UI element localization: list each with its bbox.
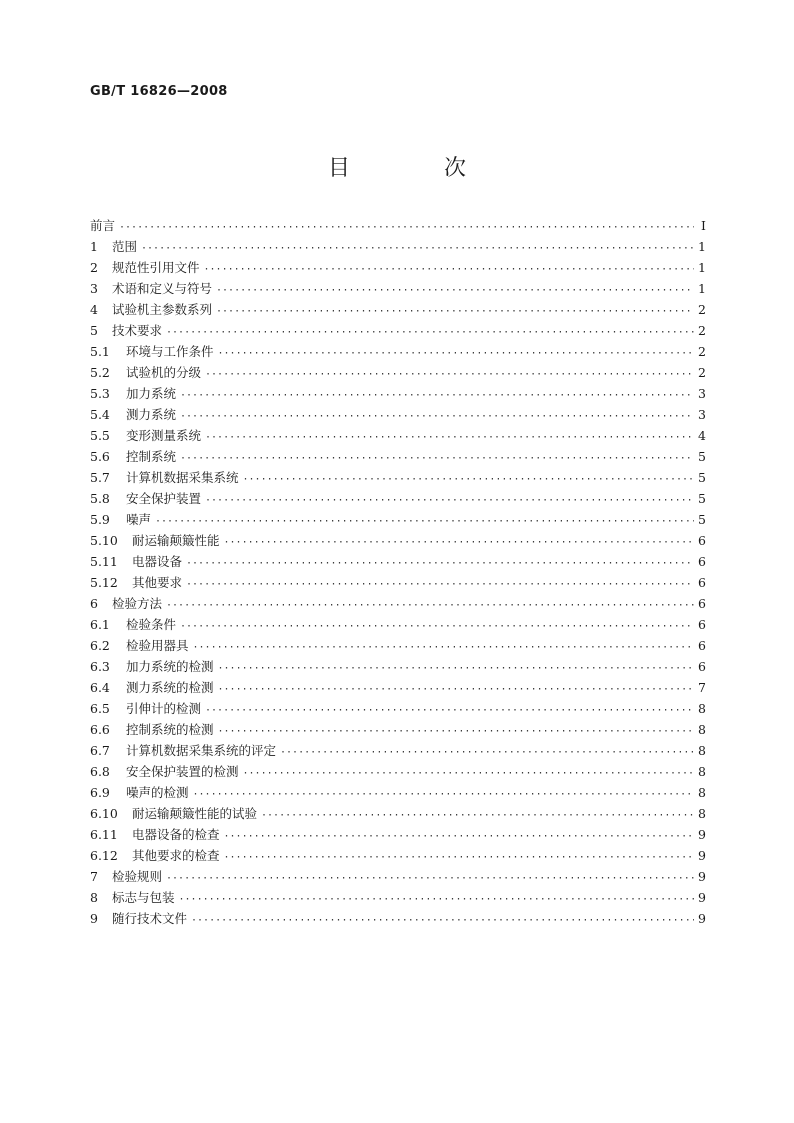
toc-entry-number: 6.11 (90, 827, 118, 842)
toc-entry-label: 电器设备 (132, 554, 183, 569)
toc-entry-page: 6 (698, 617, 706, 632)
toc-entry-page: 2 (698, 323, 706, 338)
toc-leader-dots (224, 537, 694, 548)
toc-leader-dots (119, 222, 694, 233)
toc-entry-label: 电器设备的检查 (132, 827, 220, 842)
toc-leader-dots (205, 705, 694, 716)
toc-entry-page: 6 (698, 554, 706, 569)
toc-entry[interactable] (90, 636, 706, 657)
toc-entry[interactable] (90, 552, 706, 573)
toc-entry-label: 检验用器具 (126, 638, 189, 653)
toc-leader-dots (218, 663, 694, 674)
toc-entry[interactable] (90, 321, 706, 342)
toc-leader-dots (166, 600, 694, 611)
toc-entry[interactable] (90, 909, 706, 930)
toc-leader-dots (261, 810, 694, 821)
toc-leader-dots (243, 768, 694, 779)
toc-entry-page: 9 (698, 869, 706, 884)
toc-entry-label: 检验规则 (112, 869, 163, 884)
toc-entry-number: 6.10 (90, 806, 118, 821)
toc-entry-label: 检验条件 (126, 617, 177, 632)
toc-entry-number: 5.2 (90, 365, 110, 380)
toc-title: 目 次 (327, 156, 502, 181)
toc-leader-dots (155, 516, 694, 527)
toc-entry-number: 5.6 (90, 449, 110, 464)
toc-entry-page: 5 (698, 449, 706, 464)
toc-leader-dots (166, 327, 694, 338)
toc-entry[interactable] (90, 237, 706, 258)
toc-entry-label: 加力系统 (126, 386, 177, 401)
toc-entry[interactable] (90, 447, 706, 468)
toc-entry-page: 6 (698, 659, 706, 674)
toc-entry-page: 8 (698, 764, 706, 779)
toc-entry-page: 5 (698, 491, 706, 506)
toc-leader-dots (216, 285, 694, 296)
toc-leader-dots (193, 789, 694, 800)
toc-entry-label: 术语和定义与符号 (112, 281, 213, 296)
toc-entry-number: 9 (90, 911, 98, 926)
toc-entry-label: 其他要求的检查 (132, 848, 220, 863)
toc-leader-dots (205, 432, 694, 443)
toc-entry-page: 1 (698, 260, 706, 275)
toc-entry-number: 6.1 (90, 617, 110, 632)
toc-leader-dots (216, 306, 694, 317)
toc-entry-label: 标志与包装 (112, 890, 175, 905)
toc-entry-page: 2 (698, 302, 706, 317)
toc-entry[interactable] (90, 615, 706, 636)
toc-leader-dots (141, 243, 694, 254)
toc-entry-number: 5.1 (90, 344, 110, 359)
toc-entry[interactable] (90, 384, 706, 405)
toc-entry-label: 其他要求 (132, 575, 183, 590)
toc-entry-label: 技术要求 (112, 323, 163, 338)
toc-entry-number: 5.7 (90, 470, 110, 485)
toc-entry-number: 5.11 (90, 554, 118, 569)
toc-leader-dots (280, 747, 694, 758)
toc-entry[interactable] (90, 825, 706, 846)
table-of-contents (90, 216, 706, 930)
toc-entry-page: 9 (698, 911, 706, 926)
toc-entry-page: 9 (698, 848, 706, 863)
toc-entry-page: 6 (698, 533, 706, 548)
toc-entry-label: 安全保护装置 (126, 491, 202, 506)
toc-entry-page: 1 (698, 239, 706, 254)
toc-entry-page: 7 (698, 680, 706, 695)
toc-entry[interactable] (90, 531, 706, 552)
toc-entry-label: 噪声的检测 (126, 785, 189, 800)
toc-entry-label: 试验机的分级 (126, 365, 202, 380)
toc-entry-label: 前言 (90, 218, 116, 233)
toc-entry-label: 检验方法 (112, 596, 163, 611)
toc-entry-page: 6 (698, 638, 706, 653)
toc-entry[interactable] (90, 888, 706, 909)
toc-entry[interactable] (90, 573, 706, 594)
toc-entry-page: 8 (698, 722, 706, 737)
toc-entry[interactable] (90, 363, 706, 384)
toc-entry-number: 7 (90, 869, 98, 884)
toc-entry-page: 6 (698, 575, 706, 590)
toc-entry-page: 8 (698, 806, 706, 821)
toc-leader-dots (180, 453, 694, 464)
toc-entry[interactable] (90, 258, 706, 279)
toc-entry[interactable] (90, 489, 706, 510)
toc-entry-number: 3 (90, 281, 98, 296)
toc-entry-label: 规范性引用文件 (112, 260, 200, 275)
toc-entry-label: 噪声 (126, 512, 152, 527)
toc-entry[interactable] (90, 804, 706, 825)
toc-entry-label: 控制系统 (126, 449, 177, 464)
toc-leader-dots (166, 873, 694, 884)
toc-entry[interactable] (90, 867, 706, 888)
toc-entry-label: 计算机数据采集系统 (126, 470, 239, 485)
toc-entry-number: 6.5 (90, 701, 110, 716)
toc-leader-dots (179, 894, 694, 905)
toc-entry-page: 3 (698, 407, 706, 422)
toc-leader-dots (218, 726, 694, 737)
toc-entry-number: 5.9 (90, 512, 110, 527)
toc-entry-number: 6.12 (90, 848, 118, 863)
toc-entry[interactable] (90, 300, 706, 321)
toc-entry-number: 6.4 (90, 680, 110, 695)
toc-entry-page: 8 (698, 701, 706, 716)
toc-entry-page: 5 (698, 470, 706, 485)
toc-leader-dots (205, 495, 694, 506)
toc-entry-label: 变形测量系统 (126, 428, 202, 443)
toc-entry-number: 6 (90, 596, 98, 611)
toc-leader-dots (204, 264, 694, 275)
toc-entry-number: 5.4 (90, 407, 110, 422)
toc-entry-number: 5.5 (90, 428, 110, 443)
toc-entry-label: 计算机数据采集系统的评定 (126, 743, 277, 758)
toc-leader-dots (180, 621, 694, 632)
toc-leader-dots (243, 474, 694, 485)
toc-entry-label: 耐运输颠簸性能的试验 (132, 806, 258, 821)
toc-leader-dots (193, 642, 694, 653)
toc-entry-number: 6.7 (90, 743, 110, 758)
toc-entry[interactable] (90, 510, 706, 531)
toc-entry-label: 范围 (112, 239, 138, 254)
toc-entry-label: 试验机主参数系列 (112, 302, 213, 317)
toc-entry-label: 耐运输颠簸性能 (132, 533, 220, 548)
toc-entry[interactable] (90, 762, 706, 783)
toc-entry-label: 安全保护装置的检测 (126, 764, 239, 779)
toc-entry-page: 2 (698, 365, 706, 380)
toc-leader-dots (180, 390, 694, 401)
toc-entry-page: 3 (698, 386, 706, 401)
toc-leader-dots (191, 915, 694, 926)
toc-entry-number: 5.12 (90, 575, 118, 590)
toc-leader-dots (180, 411, 694, 422)
toc-entry-label: 控制系统的检测 (126, 722, 214, 737)
toc-leader-dots (186, 558, 694, 569)
toc-leader-dots (218, 684, 694, 695)
standard-code: GB/T 16826—2008 (90, 84, 228, 99)
toc-entry-page: 6 (698, 596, 706, 611)
toc-entry-page: 8 (698, 785, 706, 800)
toc-entry-page: 9 (698, 890, 706, 905)
toc-entry[interactable] (90, 657, 706, 678)
toc-entry-number: 1 (90, 239, 98, 254)
toc-entry[interactable] (90, 426, 706, 447)
toc-entry[interactable] (90, 279, 706, 300)
toc-entry-number: 2 (90, 260, 98, 275)
toc-entry-number: 6.3 (90, 659, 110, 674)
toc-leader-dots (205, 369, 694, 380)
toc-entry[interactable] (90, 594, 706, 615)
toc-entry-page: 9 (698, 827, 706, 842)
toc-entry-number: 6.6 (90, 722, 110, 737)
toc-entry[interactable] (90, 342, 706, 363)
toc-entry-number: 5.8 (90, 491, 110, 506)
toc-entry[interactable] (90, 720, 706, 741)
toc-entry-page: 4 (698, 428, 706, 443)
toc-leader-dots (218, 348, 694, 359)
toc-leader-dots (186, 579, 694, 590)
toc-entry-label: 随行技术文件 (112, 911, 188, 926)
toc-entry-label: 测力系统的检测 (126, 680, 214, 695)
toc-entry[interactable] (90, 468, 706, 489)
toc-entry-number: 5.3 (90, 386, 110, 401)
toc-entry[interactable] (90, 699, 706, 720)
toc-entry-label: 引伸计的检测 (126, 701, 202, 716)
toc-entry-number: 6.8 (90, 764, 110, 779)
toc-entry[interactable] (90, 405, 706, 426)
toc-entry-number: 4 (90, 302, 98, 317)
toc-entry-number: 5.10 (90, 533, 118, 548)
toc-entry-page: Ⅰ (701, 218, 706, 233)
toc-entry-label: 环境与工作条件 (126, 344, 214, 359)
toc-entry-number: 6.2 (90, 638, 110, 653)
toc-leader-dots (224, 852, 694, 863)
toc-entry-label: 加力系统的检测 (126, 659, 214, 674)
toc-entry[interactable] (90, 678, 706, 699)
toc-entry-page: 5 (698, 512, 706, 527)
toc-entry-number: 6.9 (90, 785, 110, 800)
toc-entry-page: 2 (698, 344, 706, 359)
toc-entry[interactable] (90, 846, 706, 867)
toc-entry-page: 8 (698, 743, 706, 758)
toc-entry-number: 5 (90, 323, 98, 338)
toc-entry[interactable] (90, 216, 706, 237)
toc-entry-number: 8 (90, 890, 98, 905)
toc-entry[interactable] (90, 783, 706, 804)
toc-entry-label: 测力系统 (126, 407, 177, 422)
toc-leader-dots (224, 831, 694, 842)
toc-entry-page: 1 (698, 281, 706, 296)
toc-entry[interactable] (90, 741, 706, 762)
